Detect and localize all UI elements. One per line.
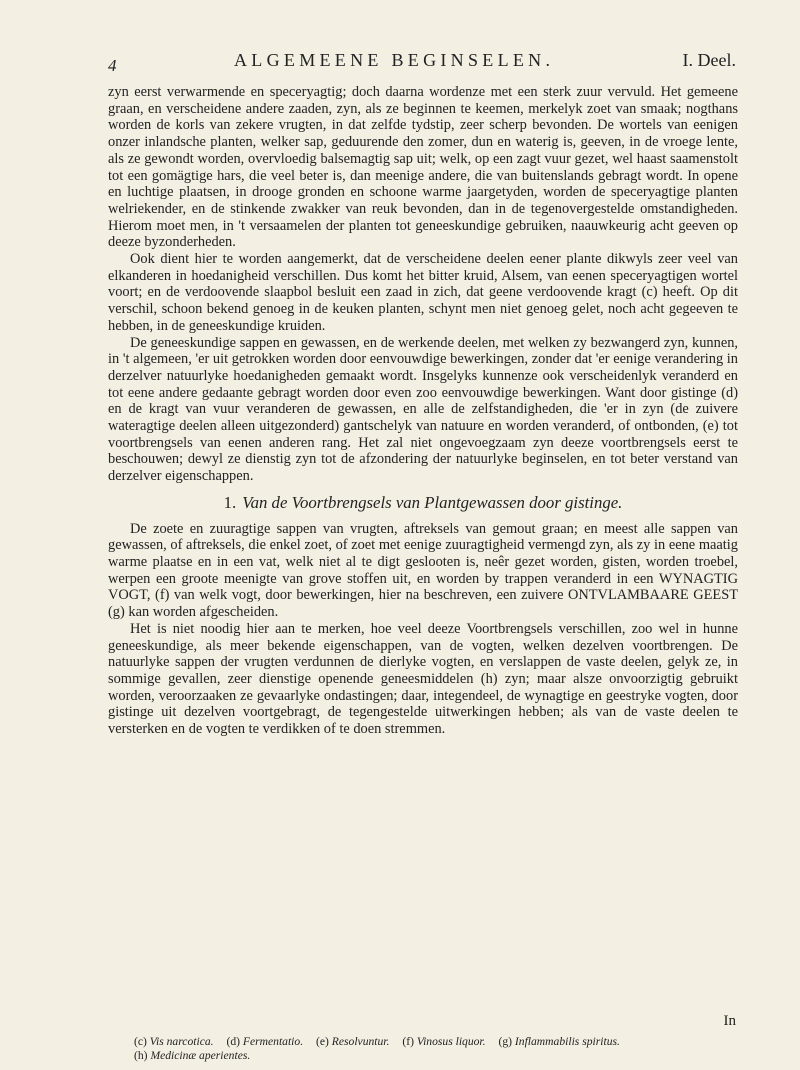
footnote-text: Medicinæ aperientes. (150, 1049, 251, 1062)
catchword: In (723, 1013, 736, 1029)
footnotes (134, 1035, 774, 1063)
section-heading (108, 492, 738, 512)
footnote (316, 1035, 389, 1048)
footnote (402, 1035, 485, 1048)
footnote-text: Resolvuntur. (331, 1035, 390, 1048)
page-number: 4 (108, 56, 117, 75)
footnote-text: Fermentatio. (242, 1035, 304, 1048)
footnote-line (134, 1049, 774, 1063)
footnote (134, 1035, 214, 1048)
page-header (108, 50, 736, 76)
footnote-mark: (e) (316, 1035, 329, 1048)
section-title: Van de Voortbrengsels van Plantgewassen door gistinge. (242, 492, 623, 512)
footnote-text: Vinosus liquor. (416, 1035, 486, 1048)
footnote-text: Vis narcotica. (149, 1035, 214, 1048)
running-title: ALGEMEENE BEGINSELEN. (234, 50, 555, 70)
body-text (108, 84, 738, 738)
footnote (226, 1035, 303, 1048)
footnote-line (134, 1035, 774, 1049)
section-number: 1. (223, 492, 237, 512)
footnote-mark: (d) (226, 1035, 240, 1048)
footnote-mark: (h) (134, 1049, 148, 1062)
part-label: I. Deel. (682, 50, 736, 70)
footnote (134, 1049, 250, 1062)
paragraph: Het is niet noodig hier aan te merken, hoe veel deeze Voortbrengsels verschillen, zoo wel in hunne geneeskundige, als meer bekende eigenschappen, van de vogten, welken dezelven voortbrengen. De natuurlyke sappen der vrugten verdunnen de dierlyke vogten, en verslappen de vaste deelen, gelyk ze, in sommige gevallen, zeer dienstige openende geneesmiddelen (h) zyn; maar alsze onvoorzigtig gebruikt worden, veroorzaaken ze gevaarlyke ondastingen; daar, integendeel, de wynagtige en geestryke vogten, door gistinge uit dezelven voortgebragt, de tegengestelde uitwerkingen hebben; als van de vaste deelen te versterken en de vogten te verdikken of te doen stremmen. (108, 620, 738, 738)
footnote-mark: (c) (134, 1035, 147, 1048)
footnote-text: Inflammabilis spiritus. (514, 1035, 620, 1048)
paragraph: De geneeskundige sappen en gewassen, en de werkende deelen, met welken zy bezwangerd zyn, kunnen, in 't algemeen, 'er uit getrokken worden door eenvouwdige bewerkingen, zonder dat 'er eenige verandering in derzelver natuurlyke hoedanigheden gemaakt wordt. Insgelyks kunnenze ook verscheidenlyk veranderd en tot eene andere gedaante gebragt worden door even zoo eenvouwdige bewerkingen. Want door gistinge (d) en de kragt van vuur veranderen de gewassen, en alle de zelfstandigheden, die 'er in zyn (de zuivere wateragtige deelen alleen uitgezonderd) gantschelyk van natuure en worden veranderd, of ontbonden, (e) tot voortbrengsels van eenen anderen rang. Het zal niet ongevoegzaam zyn deeze voortbrengsels eerst te beschouwen; dewyl ze dienstig zyn tot de afzondering der natuurlyke beginselen, en tot beter verstand van derzelver eigenschappen. (108, 334, 738, 485)
paragraph: zyn eerst verwarmende en speceryagtig; doch daarna wordenze met een sterk zuur vervuld. Het gemeene graan, en verscheidene andere zaaden, zyn, als ze beginnen te keemen, merkelyk zoet van smaak; nogthans worden de korls van zekere vrugten, in dat zelfde tydstip, zeer scherp bevonden. De wortels van eenigen onzer inlandsche planten, welker sap, geduurende den zomer, dun en waterig is, geeven, in de vroege lente, als ze gewondt worden, overvloedig balsemagtig sap uit; welk, op een zagt vuur gezet, wel haast saamenstolt tot een gomägtige hars, die veel beter is, dan meenige andere, die van buitenslands gebragt wordt. In opene en luchtige plaatsen, in drooge gronden en schoone warme jaargetyden, worden de speceryagtige planten welriekender, en de stinkende zwakker van reuk bevonden, dan in de tegenovergestelde omstandigheden. Hierom moet men, in 't versaamelen der planten tot geneeskundige gebruiken, naauwkeurig acht geeven op deeze byzonderheden. (108, 84, 738, 251)
paragraph: Ook dient hier te worden aangemerkt, dat de verscheidene deelen eener plante dikwyls zeer veel van elkanderen in hoedanigheid verschillen. Dus komt het bitter kruid, Alsem, van eenen speceryagtigen wortel voort; en de verdoovende slaapbol besluit een zaad in zich, dat geene verdoovende kragt (c) heeft. Op dit verschil, schoon bekend genoeg in de keuken planten, schynt men niet genoeg gelet, noch acht gegeeven te hebben, in de geneeskundige kruiden. (108, 251, 738, 334)
footnote (498, 1035, 619, 1048)
footnote-mark: (f) (402, 1035, 414, 1048)
footnote-mark: (g) (498, 1035, 512, 1048)
paragraph: De zoete en zuuragtige sappen van vrugten, aftreksels van gemout graan; en meest alle sappen van gewassen, of aftreksels, die enkel zoet, of zoet met eenige zuuragtigheid vermengd zyn, als zy in eene maatig warme plaatse en in een vat, welk niet al te digt geslooten is, neêr gezet worden, gisten, worden troebel, werpen een groote meenigte van grove stoffen uit, en worden by trappen veranderd in een WYNAGTIG VOGT, (f) van welk vogt, door bewerkingen, hier na beschreven, een zuivere ONTVLAMBAARE GEEST (g) kan worden afgescheiden. (108, 520, 738, 621)
